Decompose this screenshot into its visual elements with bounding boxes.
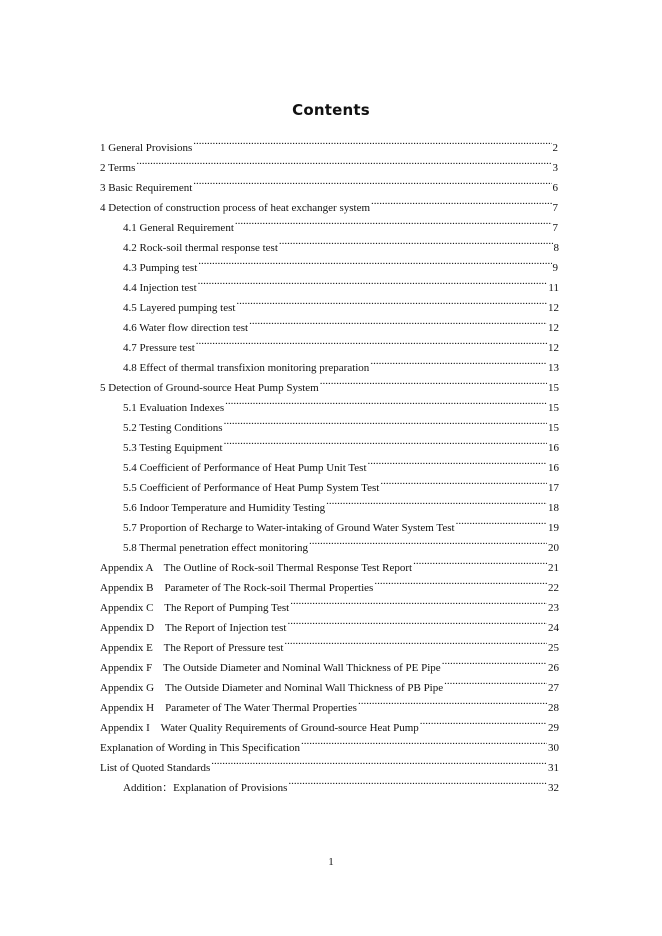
toc-dot-leader [413,551,547,571]
toc-dot-leader [224,411,547,431]
toc-entry[interactable] [123,771,559,794]
toc-entry[interactable] [123,431,559,454]
toc-entry[interactable] [123,231,559,254]
toc-entry[interactable] [123,271,559,294]
toc-entry-label: 5.5 Coefficient of Performance of Heat Pump System Test [123,482,380,494]
toc-entry-label: List of Quoted Standards [100,762,211,774]
toc-entry-page-number: 6 [552,182,558,194]
toc-entry-page-number: 13 [548,362,559,374]
toc-dot-leader [284,631,547,651]
toc-entry-page-number: 28 [548,702,559,714]
toc-dot-leader [211,751,547,771]
toc-dot-leader [420,711,547,731]
toc-entry[interactable] [100,631,559,654]
toc-entry-label: Appendix D The Report of Injection test [100,622,287,634]
toc-entry-label: Appendix E The Report of Pressure test [100,642,284,654]
toc-entry[interactable] [100,151,558,174]
toc-entry[interactable] [123,531,559,554]
toc-entry[interactable] [123,411,559,434]
toc-entry-page-number: 12 [548,302,559,314]
toc-entry-page-number: 22 [548,582,559,594]
toc-entry-label: 5.7 Proportion of Recharge to Water-intaking of Ground Water System Test [123,522,455,534]
toc-entry-label: 3 Basic Requirement [100,182,193,194]
toc-entry-label: 4.6 Water flow direction test [123,322,249,334]
toc-entry[interactable] [123,291,559,314]
toc-entry-page-number: 31 [548,762,559,774]
toc-entry-page-number: 26 [548,662,559,674]
toc-entry-label: 5.6 Indoor Temperature and Humidity Testing [123,502,326,514]
toc-entry-page-number: 15 [548,402,559,414]
toc-entry-label: 5.1 Evaluation Indexes [123,402,225,414]
toc-entry-label: 4.1 General Requirement [123,222,234,234]
page-number: 1 [328,856,334,868]
toc-entry[interactable] [100,691,559,714]
toc-entry[interactable] [100,611,559,634]
toc-dot-leader [136,151,551,171]
toc-entry-label: 5.2 Testing Conditions [123,422,223,434]
toc-dot-leader [374,571,547,591]
toc-entry-label: 5 Detection of Ground-source Heat Pump System [100,382,319,394]
toc-dot-leader [279,231,553,251]
toc-entry-page-number: 12 [548,322,559,334]
toc-entry-page-number: 27 [548,682,559,694]
toc-entry[interactable] [123,251,558,274]
toc-entry[interactable] [123,471,559,494]
toc-dot-leader [380,471,547,491]
toc-dot-leader [236,291,547,311]
toc-entry-page-number: 15 [548,382,559,394]
toc-entry-label: Appendix F The Outside Diameter and Nominal Wall Thickness of PE Pipe [100,662,441,674]
toc-entry-page-number: 9 [552,262,558,274]
toc-entry-page-number: 12 [548,342,559,354]
toc-entry-page-number: 15 [548,422,559,434]
toc-entry[interactable] [100,191,558,214]
toc-entry-label: 4.2 Rock-soil thermal response test [123,242,278,254]
toc-entry-page-number: 24 [548,622,559,634]
toc-entry-page-number: 3 [552,162,558,174]
toc-entry-label: 5.8 Thermal penetration effect monitoring [123,542,309,554]
toc-entry[interactable] [123,511,559,534]
toc-dot-leader [326,491,547,511]
toc-entry-page-number: 20 [548,542,559,554]
toc-entry-label: 4 Detection of construction process of heat exchanger system [100,202,371,214]
toc-entry[interactable] [100,131,558,154]
toc-entry-page-number: 2 [552,142,558,154]
toc-dot-leader [249,311,547,331]
toc-dot-leader [224,431,547,451]
toc-entry-page-number: 21 [548,562,559,574]
toc-entry[interactable] [123,391,559,414]
toc-entry-page-number: 16 [548,462,559,474]
toc-entry[interactable] [123,311,559,334]
toc-entry-label: Appendix C The Report of Pumping Test [100,602,290,614]
toc-entry[interactable] [100,671,559,694]
toc-dot-leader [235,211,552,231]
toc-entry-label: 5.3 Testing Equipment [123,442,223,454]
toc-entry-page-number: 16 [548,442,559,454]
toc-dot-leader [198,251,551,271]
toc-dot-leader [370,351,547,371]
toc-dot-leader [196,331,547,351]
toc-dot-leader [287,611,547,631]
toc-entry-page-number: 32 [548,782,559,794]
toc-dot-leader [456,511,547,531]
toc-dot-leader [193,171,551,191]
toc-dot-leader [193,131,551,151]
toc-entry-page-number: 19 [548,522,559,534]
toc-dot-leader [442,651,547,671]
toc-entry-page-number: 18 [548,502,559,514]
toc-entry-label: Appendix A The Outline of Rock-soil Thermal Response Test Report [100,562,413,574]
toc-entry[interactable] [100,171,558,194]
toc-entry[interactable] [100,651,559,674]
toc-entry[interactable] [123,351,559,374]
toc-entry[interactable] [100,751,559,774]
toc-entry-page-number: 7 [552,202,558,214]
toc-entry[interactable] [123,491,559,514]
toc-entry-label: 5.4 Coefficient of Performance of Heat Pump Unit Test [123,462,367,474]
toc-entry[interactable] [100,731,559,754]
toc-dot-leader [301,731,547,751]
toc-entry[interactable] [123,211,558,234]
toc-entry-label: Explanation of Wording in This Specification [100,742,301,754]
toc-entry-page-number: 11 [548,282,559,294]
toc-entry-page-number: 25 [548,642,559,654]
toc-entry-label: 4.3 Pumping test [123,262,198,274]
toc-dot-leader [309,531,547,551]
toc-dot-leader [358,691,547,711]
toc-dot-leader [198,271,548,291]
toc-entry-page-number: 7 [552,222,558,234]
toc-dot-leader [444,671,547,691]
toc-entry-label: Addition：Explanation of Provisions [123,782,288,794]
toc-entry[interactable] [100,711,559,734]
toc-dot-leader [320,371,547,391]
toc-entry-label: Appendix G The Outside Diameter and Nominal Wall Thickness of PB Pipe [100,682,444,694]
toc-entry[interactable] [100,551,559,574]
toc-entry-page-number: 29 [548,722,559,734]
page-title: Contents [292,101,370,119]
toc-dot-leader [290,591,547,611]
toc-entry-label: 4.4 Injection test [123,282,197,294]
toc-entry[interactable] [100,571,559,594]
toc-entry-page-number: 8 [553,242,559,254]
toc-dot-leader [288,771,547,791]
toc-entry[interactable] [123,451,559,474]
toc-entry-label: 2 Terms [100,162,136,174]
toc-entry-label: Appendix I Water Quality Requirements of Ground-source Heat Pump [100,722,419,734]
toc-entry-label: Appendix B Parameter of The Rock-soil Thermal Properties [100,582,374,594]
toc-entry-page-number: 30 [548,742,559,754]
toc-entry-label: 4.7 Pressure test [123,342,195,354]
toc-dot-leader [368,451,547,471]
toc-entry[interactable] [100,371,559,394]
toc-entry-label: 4.8 Effect of thermal transfixion monitoring preparation [123,362,370,374]
toc-entry-page-number: 23 [548,602,559,614]
toc-entry-label: 4.5 Layered pumping test [123,302,236,314]
toc-entry-label: Appendix H Parameter of The Water Thermal Properties [100,702,357,714]
toc-entry[interactable] [123,331,559,354]
toc-dot-leader [225,391,547,411]
toc-entry[interactable] [100,591,559,614]
toc-entry-label: 1 General Provisions [100,142,193,154]
toc-dot-leader [371,191,551,211]
toc-entry-page-number: 17 [548,482,559,494]
